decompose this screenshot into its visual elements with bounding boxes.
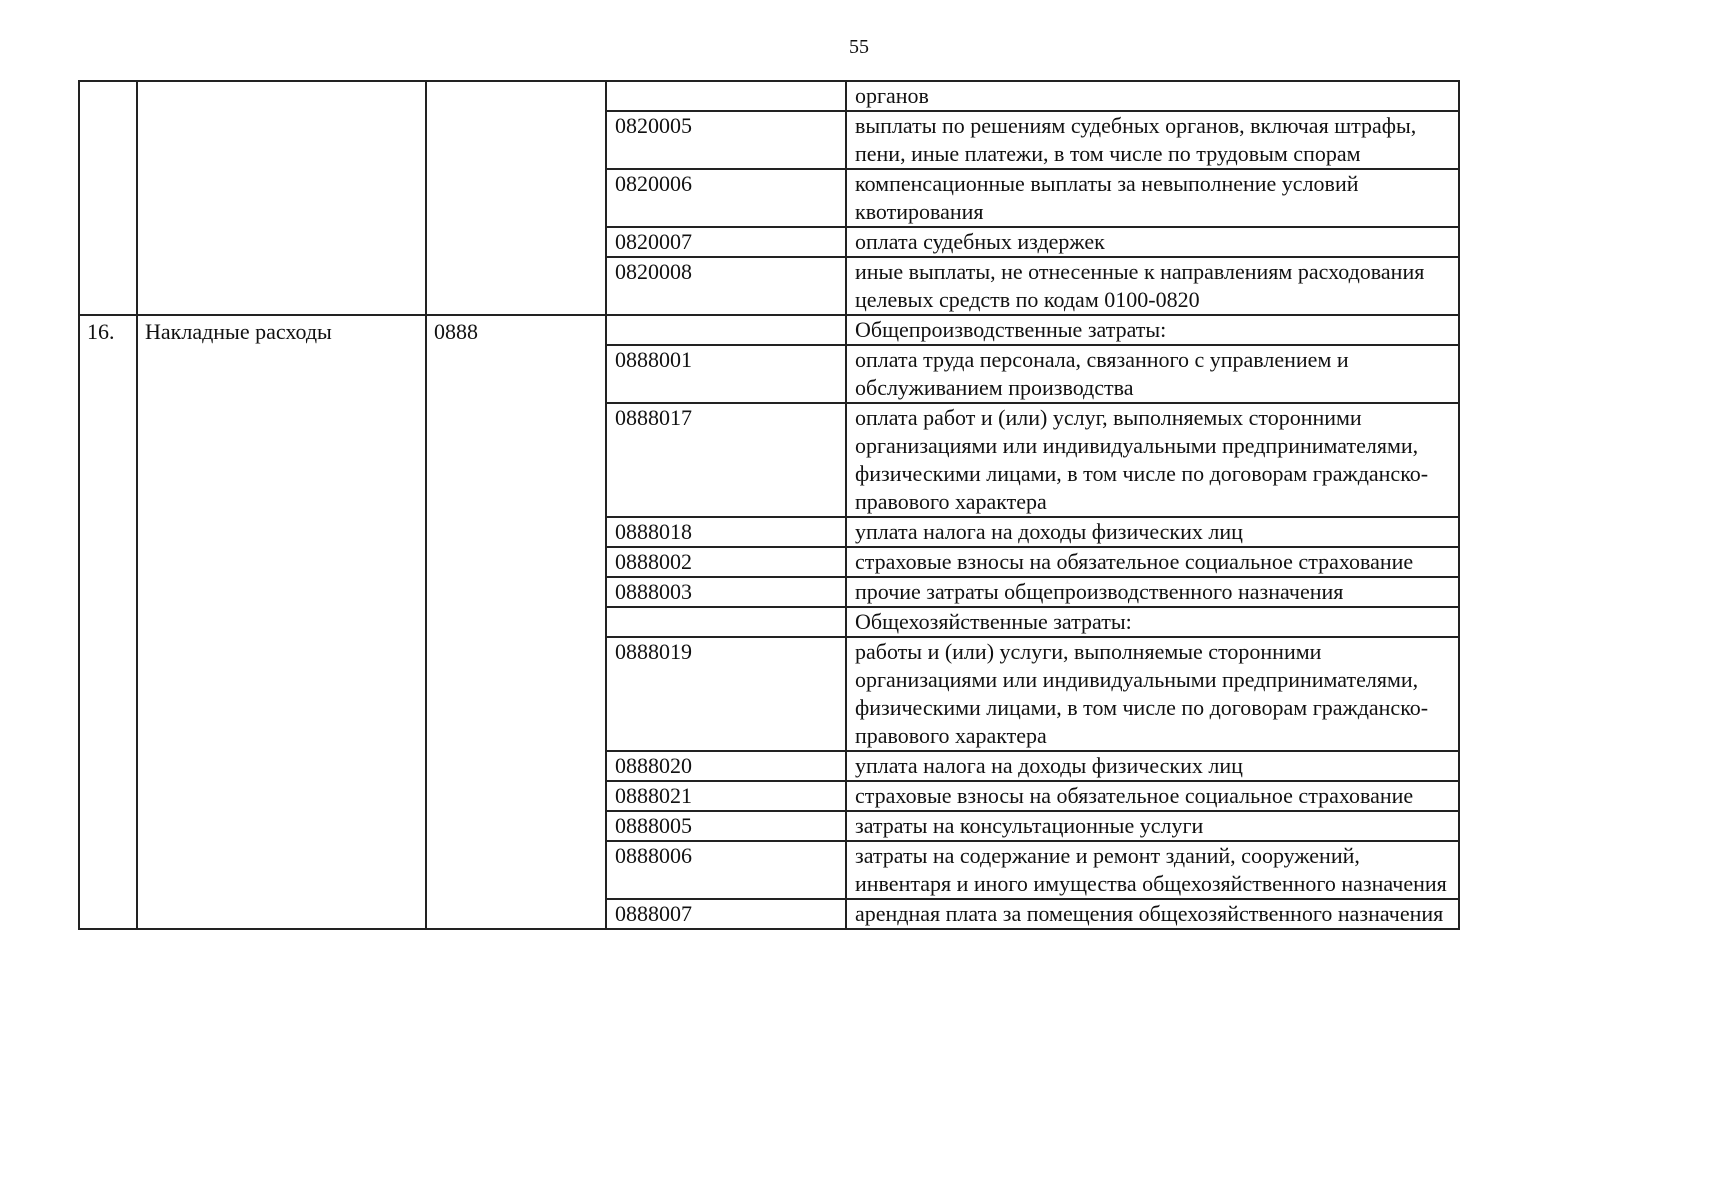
subcode-cell xyxy=(606,81,846,111)
section-code: 0888 xyxy=(426,315,606,929)
description-cell: компенсационные выплаты за невыполнение условий квотирования xyxy=(846,169,1459,227)
subcode-cell: 0888003 xyxy=(606,577,846,607)
section-number: 16. xyxy=(79,315,137,929)
name-cell xyxy=(137,81,426,315)
table-body xyxy=(79,81,1459,929)
description-cell: страховые взносы на обязательное социальное страхование xyxy=(846,781,1459,811)
description-cell: арендная плата за помещения общехозяйственного назначения xyxy=(846,899,1459,929)
subcode-cell: 0888021 xyxy=(606,781,846,811)
number-cell xyxy=(79,81,137,315)
description-cell: Общепроизводственные затраты: xyxy=(846,315,1459,345)
subcode-cell: 0888007 xyxy=(606,899,846,929)
description-cell: Общехозяйственные затраты: xyxy=(846,607,1459,637)
description-cell: затраты на содержание и ремонт зданий, сооружений, инвентаря и иного имущества общехозяйственного назначения xyxy=(846,841,1459,899)
description-cell: прочие затраты общепроизводственного назначения xyxy=(846,577,1459,607)
subcode-cell: 0888019 xyxy=(606,637,846,751)
description-cell: затраты на консультационные услуги xyxy=(846,811,1459,841)
subcode-cell: 0820008 xyxy=(606,257,846,315)
description-cell: работы и (или) услуги, выполняемые сторонними организациями или индивидуальными предпринимателями, физическими лицами, в том числе по договорам гражданско-правового характера xyxy=(846,637,1459,751)
description-cell: уплата налога на доходы физических лиц xyxy=(846,751,1459,781)
description-cell: выплаты по решениям судебных органов, включая штрафы, пени, иные платежи, в том числе по трудовым спорам xyxy=(846,111,1459,169)
subcode-cell xyxy=(606,315,846,345)
code-cell xyxy=(426,81,606,315)
subcode-cell: 0888002 xyxy=(606,547,846,577)
section-name: Накладные расходы xyxy=(137,315,426,929)
description-cell: страховые взносы на обязательное социальное страхование xyxy=(846,547,1459,577)
table-row xyxy=(79,81,1459,111)
subcode-cell xyxy=(606,607,846,637)
subcode-cell: 0888020 xyxy=(606,751,846,781)
description-cell: органов xyxy=(846,81,1459,111)
description-cell: оплата судебных издержек xyxy=(846,227,1459,257)
page-number: 55 xyxy=(849,36,869,58)
subcode-cell: 0820005 xyxy=(606,111,846,169)
subcode-cell: 0888001 xyxy=(606,345,846,403)
subcode-cell: 0888006 xyxy=(606,841,846,899)
subcode-cell: 0820007 xyxy=(606,227,846,257)
subcode-cell: 0888005 xyxy=(606,811,846,841)
subcode-cell: 0888017 xyxy=(606,403,846,517)
description-cell: уплата налога на доходы физических лиц xyxy=(846,517,1459,547)
subcode-cell: 0888018 xyxy=(606,517,846,547)
description-cell: оплата труда персонала, связанного с управлением и обслуживанием производства xyxy=(846,345,1459,403)
description-cell: оплата работ и (или) услуг, выполняемых сторонними организациями или индивидуальными предпринимателями, физическими лицами, в том числе по договорам гражданско-правового характера xyxy=(846,403,1459,517)
subcode-cell: 0820006 xyxy=(606,169,846,227)
expense-code-table xyxy=(78,80,1460,930)
description-cell: иные выплаты, не отнесенные к направлениям расходования целевых средств по кодам 0100-0820 xyxy=(846,257,1459,315)
table-row xyxy=(79,315,1459,345)
